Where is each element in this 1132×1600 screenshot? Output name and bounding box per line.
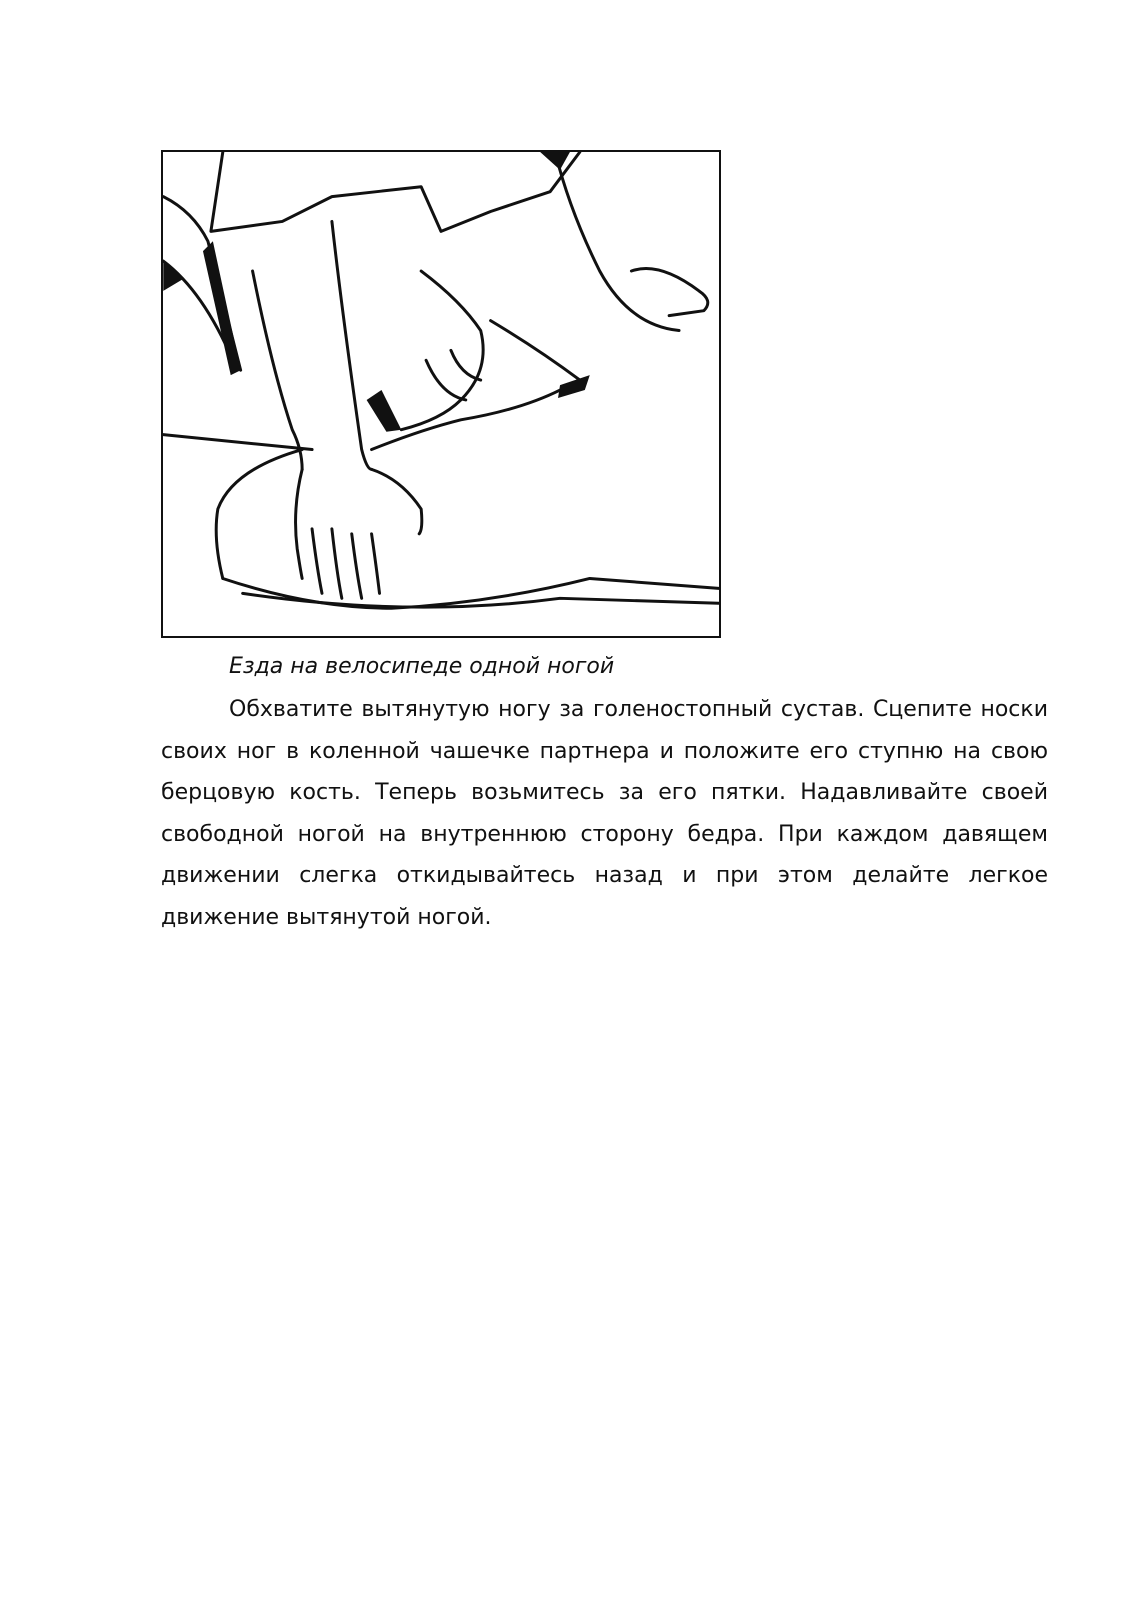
illustration-frame xyxy=(161,150,721,638)
figure-caption: Езда на велосипеде одной ногой xyxy=(229,654,615,679)
body-paragraph: Обхватите вытянутую ногу за голеностопный сустав. Сцепите носки своих ног в коленной чашечке партнера и положите его ступню на свою берцовую кость. Теперь возьмитесь за его пятки. Надавливайте своей свободной ногой на внутреннюю сторону бедра. При каждом давящем движении слегка откидывайтесь назад и при этом делайте легкое движение вытянутой ногой. xyxy=(161,697,1048,930)
line-drawing-illustration xyxy=(163,152,719,636)
